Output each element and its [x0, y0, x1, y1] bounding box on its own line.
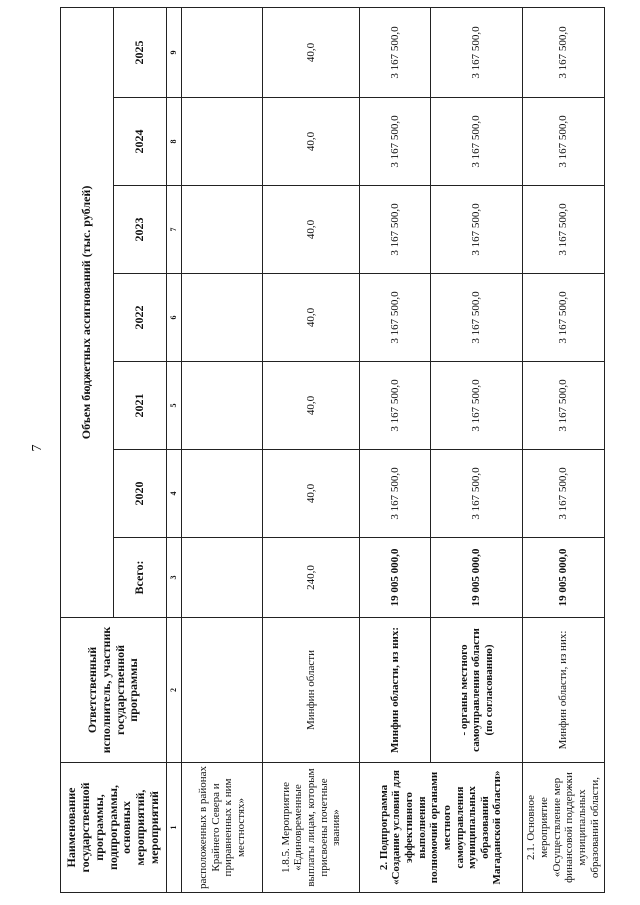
row-value-2023: 3 167 500,0 — [431, 186, 523, 274]
row-value-2025: 3 167 500,0 — [522, 7, 604, 97]
row-value-2023: 3 167 500,0 — [522, 186, 604, 274]
row-value-2022: 3 167 500,0 — [360, 274, 431, 362]
row-value-2023: 40,0 — [263, 186, 360, 274]
header-budget-group: Объем бюджетных ассигнований (тыс. рублей) — [61, 7, 114, 617]
table-row — [182, 7, 263, 892]
row-value-2024: 40,0 — [263, 98, 360, 186]
table-row — [360, 7, 431, 892]
row-value-2025: 3 167 500,0 — [360, 7, 431, 97]
table-row — [522, 7, 604, 892]
row-name: расположенных в районах Крайнего Севера и приравненных к ним местностях» — [182, 763, 263, 893]
column-number: 6 — [167, 274, 182, 362]
row-value-2020: 3 167 500,0 — [360, 450, 431, 538]
row-value-2021 — [182, 362, 263, 450]
row-value-2024: 3 167 500,0 — [431, 98, 523, 186]
row-name: 2. Подпрограмма «Создание условий для эффективного выполнения полномочий органами местного самоуправления муниципальных образований Магаданской области» — [360, 763, 523, 893]
row-value-2020: 40,0 — [263, 450, 360, 538]
table-row — [263, 7, 360, 892]
header-year-2020: 2020 — [114, 450, 167, 538]
row-value-2020: 3 167 500,0 — [522, 450, 604, 538]
row-name: 1.8.5. Мероприятие «Единовременные выплаты лицам, которым присвоены почетные звания» — [263, 763, 360, 893]
row-value-2022: 3 167 500,0 — [522, 274, 604, 362]
row-total: 19 005 000,0 — [431, 538, 523, 618]
row-value-2025: 40,0 — [263, 7, 360, 97]
budget-table — [60, 7, 605, 893]
row-value-2022: 3 167 500,0 — [431, 274, 523, 362]
row-value-2024: 3 167 500,0 — [522, 98, 604, 186]
row-value-2021: 3 167 500,0 — [360, 362, 431, 450]
header-executor: Ответственный исполнитель, участник государственной программы — [61, 618, 167, 763]
row-value-2024 — [182, 98, 263, 186]
row-value-2022 — [182, 274, 263, 362]
column-number: 4 — [167, 450, 182, 538]
header-year-2025: 2025 — [114, 7, 167, 97]
row-executor: Минфин области, из них: — [522, 618, 604, 763]
row-value-2021: 3 167 500,0 — [522, 362, 604, 450]
row-value-2023: 3 167 500,0 — [360, 186, 431, 274]
column-number: 8 — [167, 98, 182, 186]
page-number: 7 — [30, 444, 45, 452]
row-total: 19 005 000,0 — [522, 538, 604, 618]
row-executor: Минфин области, из них: — [360, 618, 431, 763]
row-value-2021: 40,0 — [263, 362, 360, 450]
row-value-2020: 3 167 500,0 — [431, 450, 523, 538]
header-year-2021: 2021 — [114, 362, 167, 450]
row-value-2025: 3 167 500,0 — [431, 7, 523, 97]
table-row — [431, 7, 523, 892]
header-year-2024: 2024 — [114, 98, 167, 186]
row-value-2022: 40,0 — [263, 274, 360, 362]
column-number: 7 — [167, 186, 182, 274]
row-value-2020 — [182, 450, 263, 538]
row-value-2025 — [182, 7, 263, 97]
budget-table-wrapper — [60, 8, 605, 893]
row-executor: - органы местного самоуправления области (по согласованию) — [431, 618, 523, 763]
column-number: 1 — [167, 763, 182, 893]
row-total — [182, 538, 263, 618]
column-number: 9 — [167, 7, 182, 97]
header-name: Наименование государственной программы, подпрограммы, основных мероприятий, мероприятий — [61, 763, 167, 893]
row-total: 19 005 000,0 — [360, 538, 431, 618]
header-total: Всего: — [114, 538, 167, 618]
row-name: 2.1. Основное мероприятие «Осуществление мер финансовой поддержки муниципальных образований области, — [522, 763, 604, 893]
header-year-2022: 2022 — [114, 274, 167, 362]
column-number: 2 — [167, 618, 182, 763]
header-year-2023: 2023 — [114, 186, 167, 274]
row-executor: Минфин области — [263, 618, 360, 763]
row-value-2021: 3 167 500,0 — [431, 362, 523, 450]
column-number: 3 — [167, 538, 182, 618]
row-executor — [182, 618, 263, 763]
row-value-2024: 3 167 500,0 — [360, 98, 431, 186]
row-value-2023 — [182, 186, 263, 274]
column-number: 5 — [167, 362, 182, 450]
row-total: 240,0 — [263, 538, 360, 618]
